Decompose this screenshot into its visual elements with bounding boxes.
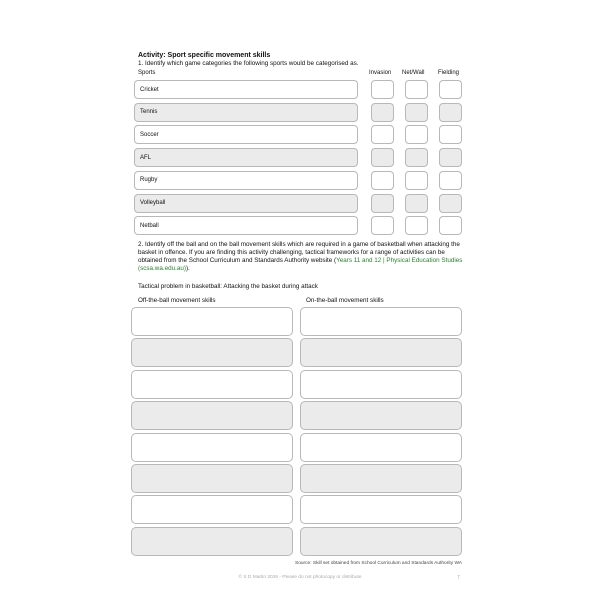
sport-row-tennis [134,103,358,122]
off-ball-answer-box[interactable] [131,338,293,367]
sport-row-rugby [134,171,358,190]
off-ball-answer-box[interactable] [131,527,293,556]
sport-row-netball [134,216,358,235]
source-note: Source: Skill set obtained from School Curriculum and Standards Authority WA [295,561,462,566]
category-checkbox-fielding[interactable] [439,171,462,190]
category-checkbox-netwall[interactable] [405,80,428,99]
category-checkbox-netwall[interactable] [405,194,428,213]
page-number: 7 [457,575,460,581]
category-checkbox-invasion[interactable] [371,194,394,213]
question-2 [138,241,468,273]
sport-label: Cricket [140,86,159,93]
sport-label: AFL [140,154,152,161]
on-ball-answer-box[interactable] [300,401,462,430]
question-2-text: 2. Identify off the ball and on the ball movement skills which are required in a game of basketball when attacking the basket in offence. If you are finding this activity challenging, tactical frameworks for a range of activities can be obtained from the School Curriculum and Standards Authority website ( [138,241,460,264]
activity-instruction: 1. Identify which game categories the following sports would be categorised as. [138,60,359,67]
off-ball-answer-box[interactable] [131,401,293,430]
category-checkbox-fielding[interactable] [439,80,462,99]
on-ball-answer-box[interactable] [300,464,462,493]
sport-row-soccer [134,125,358,144]
sport-label: Rugby [140,177,158,184]
category-checkbox-fielding[interactable] [439,216,462,235]
sport-row-afl [134,148,358,167]
on-ball-header: On-the-ball movement skills [306,297,384,304]
activity-heading: Activity: Sport specific movement skills [138,52,271,59]
category-checkbox-fielding[interactable] [439,125,462,144]
off-ball-answer-box[interactable] [131,433,293,462]
sport-label: Volleyball [140,200,166,206]
off-ball-header: Off-the-ball movement skills [138,297,216,304]
question-2-text-end: ). [185,265,190,272]
on-ball-answer-box[interactable] [300,307,462,336]
category-checkbox-invasion[interactable] [371,125,394,144]
category-checkbox-fielding[interactable] [439,194,462,213]
on-ball-answer-box[interactable] [300,338,462,367]
tactical-problem-title: Tactical problem in basketball: Attacking the basket during attack [138,283,318,290]
off-ball-answer-box[interactable] [131,495,293,524]
sports-column-header: Sports [138,70,156,76]
off-ball-answer-box[interactable] [131,464,293,493]
category-checkbox-invasion[interactable] [371,80,394,99]
category-checkbox-invasion[interactable] [371,216,394,235]
off-ball-answer-box[interactable] [131,370,293,399]
copyright-footer: © S D Martin 2026 - Please do not photocopy or distribute [238,575,362,580]
on-ball-answer-box[interactable] [300,527,462,556]
category-checkbox-netwall[interactable] [405,171,428,190]
invasion-column-header: Invasion [369,70,392,76]
category-checkbox-invasion[interactable] [371,148,394,167]
category-checkbox-fielding[interactable] [439,148,462,167]
category-checkbox-invasion[interactable] [371,171,394,190]
sport-label: Netball [140,222,159,229]
on-ball-answer-box[interactable] [300,495,462,524]
on-ball-answer-box[interactable] [300,370,462,399]
category-checkbox-invasion[interactable] [371,103,394,122]
sport-label: Soccer [140,131,159,138]
sport-row-volleyball [134,194,358,213]
off-ball-answer-box[interactable] [131,307,293,336]
sport-label: Tennis [140,109,158,116]
on-ball-answer-box[interactable] [300,433,462,462]
category-checkbox-netwall[interactable] [405,216,428,235]
sport-row-cricket [134,80,358,99]
category-checkbox-netwall[interactable] [405,148,428,167]
category-checkbox-netwall[interactable] [405,103,428,122]
category-checkbox-fielding[interactable] [439,103,462,122]
fielding-column-header: Fielding [438,70,460,76]
netwall-column-header: Net/Wall [402,70,425,76]
category-checkbox-netwall[interactable] [405,125,428,144]
scsa-link[interactable]: Years 11 and 12 | Physical Education Studies (scsa.wa.edu.au) [138,257,463,272]
